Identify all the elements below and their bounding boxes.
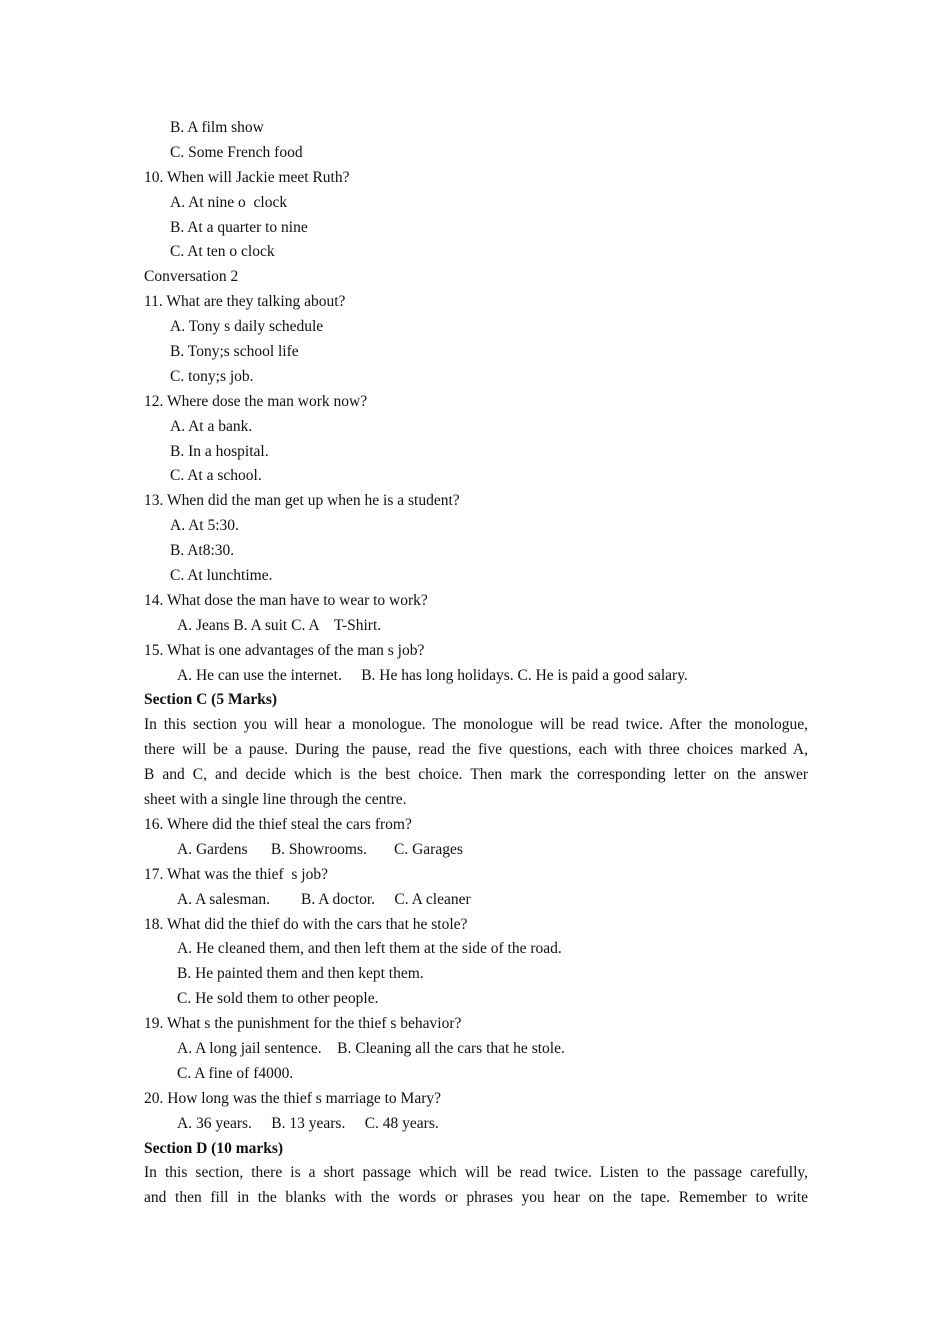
- question-line: 11. What are they talking about?: [144, 293, 346, 311]
- option-line: A. At nine o clock: [170, 193, 288, 211]
- option-line: A. Tony s daily schedule: [170, 318, 324, 336]
- option-line: A. Gardens B. Showrooms. C. Garages: [177, 840, 463, 858]
- option-line: A. Jeans B. A suit C. A T-Shirt.: [177, 616, 382, 634]
- option-line: B. A film show: [170, 119, 264, 136]
- option-line: B. At a quarter to nine: [170, 218, 308, 236]
- listening-questions-16-20: [144, 813, 808, 1137]
- question-line: 17. What was the thief s job?: [144, 865, 328, 883]
- question-line: 10. When will Jackie meet Ruth?: [144, 168, 350, 186]
- option-line: A. He can use the internet. B. He has long holidays. C. He is paid a good salary.: [177, 666, 688, 684]
- section-c-instructions: [144, 713, 808, 813]
- instruction-line: there will be a pause. During the pause, read the five questions, each with three choices marked A,: [144, 741, 808, 759]
- section-d-heading: Section D (10 marks): [144, 1139, 284, 1157]
- instruction-line: sheet with a single line through the centre.: [144, 791, 407, 809]
- instruction-line: and then fill in the blanks with the words or phrases you hear on the tape. Remember to write: [144, 1189, 808, 1207]
- option-line: A. A salesman. B. A doctor. C. A cleaner: [177, 890, 471, 908]
- option-line: A. He cleaned them, and then left them at the side of the road.: [177, 940, 562, 958]
- option-line: C. At ten o clock: [170, 243, 275, 261]
- option-line: A. A long jail sentence. B. Cleaning all the cars that he stole.: [177, 1040, 565, 1058]
- exam-page: [144, 116, 808, 1211]
- option-line: C. Some French food: [170, 143, 303, 161]
- section-d-instructions: [144, 1161, 808, 1211]
- question-line: 15. What is one advantages of the man s job?: [144, 641, 425, 659]
- question-line: 19. What s the punishment for the thief s behavior?: [144, 1015, 462, 1033]
- instruction-line: In this section you will hear a monologue. The monologue will be read twice. After the monologue,: [144, 716, 808, 734]
- option-line: C. A fine of f4000.: [177, 1064, 294, 1082]
- option-line: C. tony;s job.: [170, 367, 254, 385]
- question-line: 16. Where did the thief steal the cars from?: [144, 816, 412, 833]
- section-c-heading: Section C (5 Marks): [144, 691, 278, 709]
- instruction-line: In this section, there is a short passage which will be read twice. Listen to the passage carefully,: [144, 1164, 808, 1182]
- instruction-line: B and C, and decide which is the best choice. Then mark the corresponding letter on the answer: [144, 766, 808, 784]
- listening-questions-9-15: [144, 116, 808, 688]
- option-line: B. At8:30.: [170, 542, 235, 560]
- option-line: C. At a school.: [170, 467, 262, 485]
- option-line: C. At lunchtime.: [170, 567, 273, 585]
- question-line: 18. What did the thief do with the cars that he stole?: [144, 915, 468, 933]
- option-line: B. He painted them and then kept them.: [177, 965, 424, 983]
- question-line: 14. What dose the man have to wear to work?: [144, 591, 428, 609]
- option-line: A. At 5:30.: [170, 517, 239, 535]
- option-line: B. Tony;s school life: [170, 343, 299, 361]
- option-line: C. He sold them to other people.: [177, 990, 379, 1008]
- question-line: 12. Where dose the man work now?: [144, 392, 368, 410]
- question-line: 20. How long was the thief s marriage to Mary?: [144, 1089, 442, 1107]
- option-line: B. In a hospital.: [170, 442, 269, 460]
- option-line: A. At a bank.: [170, 417, 253, 435]
- option-line: A. 36 years. B. 13 years. C. 48 years.: [177, 1114, 439, 1132]
- question-line: 13. When did the man get up when he is a student?: [144, 492, 460, 510]
- question-line: Conversation 2: [144, 268, 239, 286]
